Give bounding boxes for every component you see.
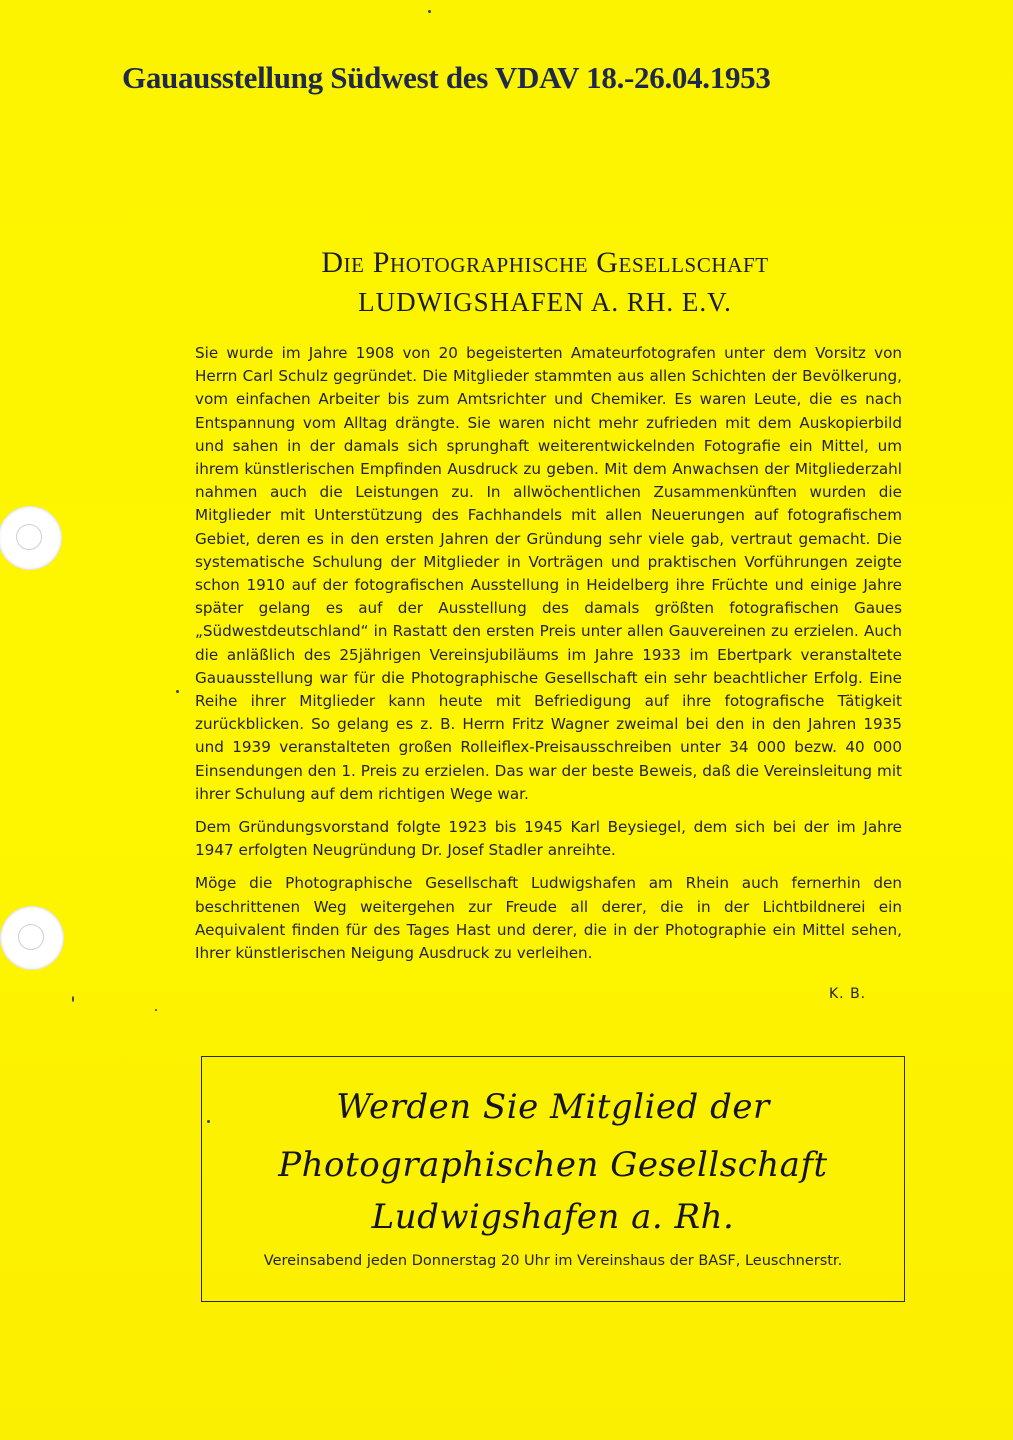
paper-speck [176,690,179,693]
exhibition-header: Gauausstellung Südwest des VDAV 18.-26.04.1953 [122,60,771,95]
article-paragraph: Möge die Photographische Gesellschaft Ludwigshafen am Rhein auch fernerhin den beschrittenen Weg weitergehen zur Freude all derer, die in der Lichtbildnerei ein Aequivalent finden für des Tages Hast und derer, die in der Photographie ein Mittel sehen, Ihrer künstlerischen Neigung Ausdruck zu verleihen. [195,874,902,963]
membership-box [201,1056,905,1302]
article-body [195,342,902,975]
punch-hole [0,506,62,570]
author-initials: K. B. [829,986,867,1002]
membership-call-line: Photographischen Gesellschaft [278,1145,828,1185]
society-title: Die Photographische Gesellschaft [321,246,769,279]
meeting-note: Vereinsabend jeden Donnerstag 20 Uhr im Vereinshaus der BASF, Leuschnerstr. [263,1253,843,1269]
paper-speck [428,10,431,13]
article-paragraph: Dem Gründungsvorstand folgte 1923 bis 1945 Karl Beysiegel, dem sich bei der im Jahre 1947 erfolgten Neugründung Dr. Josef Stadler anreihte. [195,818,902,860]
membership-call-line: Werden Sie Mitglied der [336,1087,770,1127]
punch-hole [0,906,64,970]
society-subtitle: LUDWIGSHAFEN A. RH. E.V. [358,287,732,317]
membership-call-line: Ludwigshafen a. Rh. [371,1197,735,1237]
article-paragraph: Sie wurde im Jahre 1908 von 20 begeisterten Amateurfotografen unter dem Vorsitz von Herrn Carl Schulz gegründet. Die Mitglieder stammten aus allen Schichten der Bevölkerung, vom einfachen Arbeiter bis zum Amtsrichter und Chemiker. Es waren Leute, die es nach Entspannung vom Alltag drängte. Sie waren nicht mehr zufrieden mit dem Auskopierbild und sahen in der damals sich sprunghaft weiterentwickelnden Fotografie ein Mittel, um ihrem künstlerischen Empfinden Ausdruck zu geben. Mit dem Anwachsen der Mitgliederzahl nahmen auch die Leistungen zu. In allwöchentlichen Zusammenkünften wurden die Mitglieder mit Unterstützung des Fachhandels mit allen Neuerungen auf fotografischem Gebiet, deren es in den ersten Jahren der Gründung sehr viele gab, vertraut gemacht. Die systematische Schulung der Mitglieder in Vorträgen und praktischen Vorführungen zeigte schon 1910 auf der fotografischen Ausstellung in Heidelberg ihre Früchte und einige Jahre später gelang es auf der Ausstellung des damals größten fotografischen Gaues „Südwestdeutschland“ in Rastatt den ersten Preis unter allen Gauvereinen zu erzielen. Auch die anläßlich des 25jährigen Vereinsjubiläums im Jahre 1933 im Ebertpark veranstaltete Gauausstellung war für die Photographische Gesellschaft ein sehr beachtlicher Erfolg. Eine Reihe ihrer Mitglieder kann heute mit Befriedigung auf ihre fotografische Tätigkeit zurückblicken. So gelang es z. B. Herrn Fritz Wagner zweimal bei den in den Jahren 1935 und 1939 veranstalteten großen Rolleiflex-Preisausschreiben unter 34 000 bezw. 40 000 Einsendungen den 1. Preis zu erzielen. Das war der beste Beweis, daß die Vereinsleitung mit ihrer Schulung auf dem richtigen Wege war. [195,344,902,803]
paper-speck [72,996,74,1002]
paper-speck [155,1009,157,1011]
